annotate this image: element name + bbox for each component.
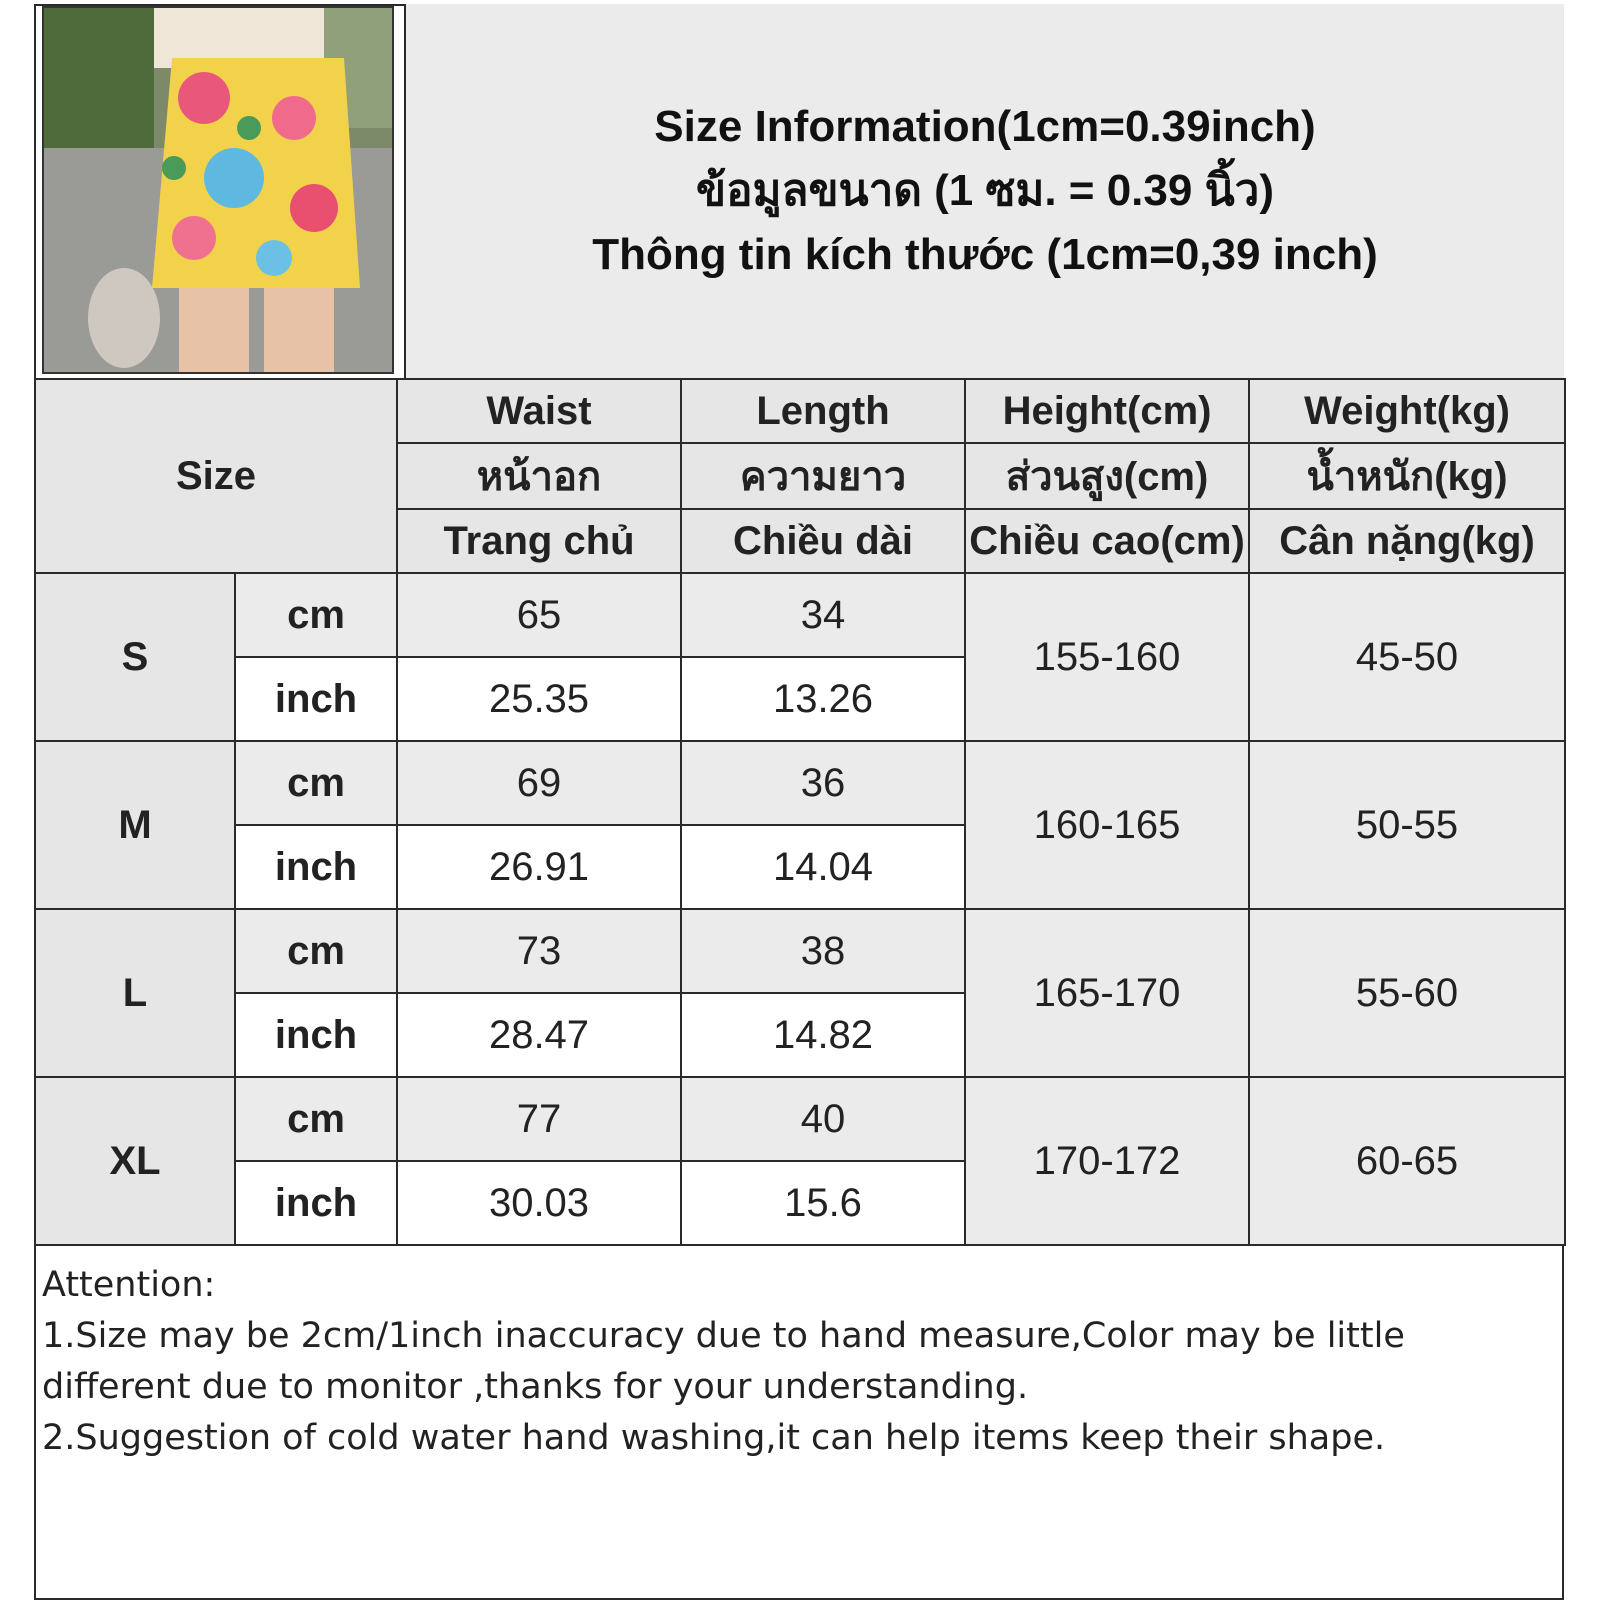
- header-weight-th: น้ำหนัก(kg): [1249, 443, 1565, 509]
- attention-heading: Attention:: [42, 1265, 216, 1305]
- size-table: [34, 378, 1566, 1246]
- header-weight: Weight(kg): [1249, 379, 1565, 443]
- length-cm-value: 40: [681, 1077, 965, 1161]
- waist-cm-value: 73: [397, 909, 681, 993]
- unit-cm: cm: [235, 573, 397, 657]
- weight-value: 55-60: [1249, 909, 1565, 1077]
- header-length-th: ความยาว: [681, 443, 965, 509]
- header-row-english: [35, 379, 1565, 443]
- unit-inch: inch: [235, 825, 397, 909]
- header-waist: Waist: [397, 379, 681, 443]
- length-cm-value: 34: [681, 573, 965, 657]
- height-value: 165-170: [965, 909, 1249, 1077]
- size-s: S: [35, 573, 235, 741]
- attention-item-1: 1.Size may be 2cm/1inch inaccuracy due to hand measure,Color may be little different due to monitor ,thanks for your understanding.: [42, 1316, 1405, 1407]
- header-waist-vi: Trang chủ: [397, 509, 681, 573]
- header-height-th: ส่วนสูง(cm): [965, 443, 1249, 509]
- title-thai: ข้อมูลขนาด (1 ซม. = 0.39 นิ้ว): [695, 166, 1274, 215]
- weight-value: 50-55: [1249, 741, 1565, 909]
- height-value: 170-172: [965, 1077, 1249, 1245]
- attention-notes: [42, 1260, 1552, 1464]
- attention-item-2: 2.Suggestion of cold water hand washing,it can help items keep their shape.: [42, 1418, 1386, 1458]
- table-row: [35, 573, 1565, 657]
- header-length: Length: [681, 379, 965, 443]
- size-m: M: [35, 741, 235, 909]
- title-english: Size Information(1cm=0.39inch): [654, 102, 1316, 151]
- unit-cm: cm: [235, 1077, 397, 1161]
- size-info-header: [404, 4, 1564, 378]
- waist-cm-value: 65: [397, 573, 681, 657]
- waist-cm-value: 69: [397, 741, 681, 825]
- unit-cm: cm: [235, 741, 397, 825]
- height-value: 160-165: [965, 741, 1249, 909]
- weight-value: 45-50: [1249, 573, 1565, 741]
- floral-skirt-image: [44, 8, 392, 372]
- title-vietnamese: Thông tin kích thước (1cm=0,39 inch): [592, 230, 1378, 279]
- height-value: 155-160: [965, 573, 1249, 741]
- unit-inch: inch: [235, 657, 397, 741]
- table-row: [35, 909, 1565, 993]
- unit-inch: inch: [235, 993, 397, 1077]
- waist-cm-value: 77: [397, 1077, 681, 1161]
- weight-value: 60-65: [1249, 1077, 1565, 1245]
- header-waist-th: หน้าอก: [397, 443, 681, 509]
- header-height-vi: Chiều cao(cm): [965, 509, 1249, 573]
- header-height: Height(cm): [965, 379, 1249, 443]
- length-inch-value: 15.6: [681, 1161, 965, 1245]
- waist-inch-value: 26.91: [397, 825, 681, 909]
- header-weight-vi: Cân nặng(kg): [1249, 509, 1565, 573]
- size-xl: XL: [35, 1077, 235, 1245]
- header-length-vi: Chiều dài: [681, 509, 965, 573]
- length-inch-value: 14.82: [681, 993, 965, 1077]
- size-column-header: Size: [35, 379, 397, 573]
- unit-cm: cm: [235, 909, 397, 993]
- table-row: [35, 1077, 1565, 1161]
- length-cm-value: 36: [681, 741, 965, 825]
- waist-inch-value: 30.03: [397, 1161, 681, 1245]
- table-row: [35, 741, 1565, 825]
- length-inch-value: 13.26: [681, 657, 965, 741]
- waist-inch-value: 25.35: [397, 657, 681, 741]
- length-cm-value: 38: [681, 909, 965, 993]
- product-photo: [42, 6, 394, 374]
- waist-inch-value: 28.47: [397, 993, 681, 1077]
- length-inch-value: 14.04: [681, 825, 965, 909]
- size-l: L: [35, 909, 235, 1077]
- unit-inch: inch: [235, 1161, 397, 1245]
